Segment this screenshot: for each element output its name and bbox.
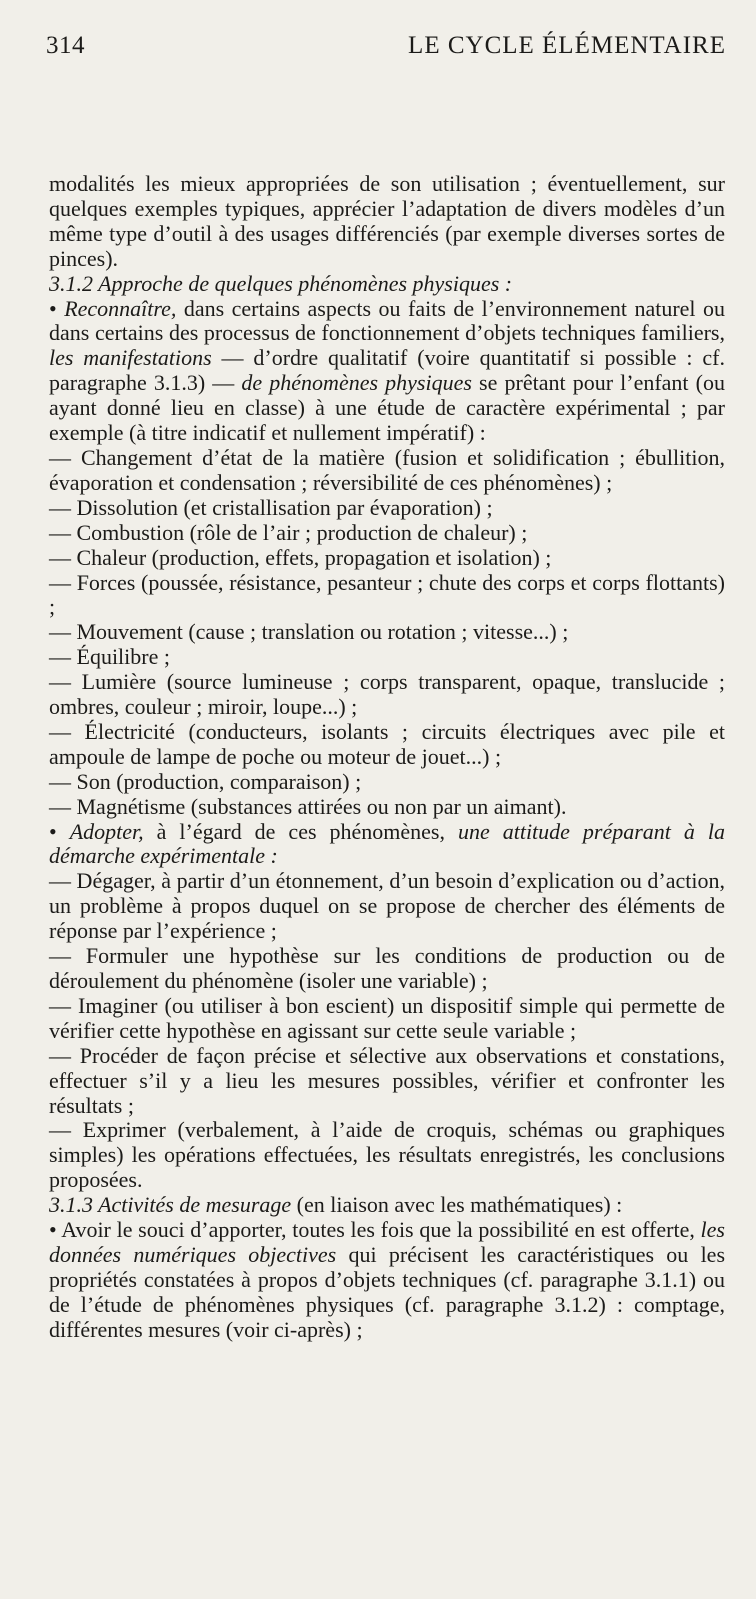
paragraph	[49, 670, 725, 720]
paragraph	[49, 1218, 725, 1343]
text-run: dans certains aspects ou faits de l’environnement naturel ou dans certains des processus de fonctionnement d’objets techniques familiers,	[49, 295, 726, 346]
text-run: — Mouvement (cause ; translation ou rotation ; vitesse...) ;	[49, 619, 569, 645]
italic-run: 3.1.2 Approche de quelques phénomènes physiques :	[49, 270, 513, 296]
text-run: — Combustion (rôle de l’air ; production de chaleur) ;	[49, 519, 528, 545]
text-run: (en liaison avec les mathématiques) :	[291, 1192, 623, 1218]
text-run: — Imaginer (ou utiliser à bon escient) un dispositif simple qui permette de vérifier cette hypothèse en agissant sur cette seule variable ;	[49, 992, 725, 1043]
paragraph	[49, 820, 725, 870]
text-run: se prêtant pour l’enfant (ou ayant donné lieu en classe) à une étude de caractère expérimental ; par exemple (à titre indicatif et nullement impératif) :	[49, 370, 725, 446]
paragraph	[49, 521, 725, 546]
paragraph	[49, 297, 725, 446]
text-run: — Forces (poussée, résistance, pesanteur ; chute des corps et corps flottants) ;	[49, 569, 725, 620]
body-text	[49, 172, 725, 1343]
italic-run: les données numériques objectives	[49, 1217, 725, 1267]
paragraph	[49, 172, 725, 272]
paragraph	[49, 620, 725, 645]
italic-run: Reconnaître,	[64, 295, 177, 321]
italic-run: Adopter,	[69, 818, 144, 844]
running-header	[46, 32, 726, 72]
paragraph	[49, 272, 725, 297]
paragraph	[49, 546, 725, 571]
italic-run: une attitude préparant à la démarche expérimentale :	[49, 818, 726, 869]
paragraph	[49, 645, 725, 670]
text-run: qui précisent les caractéristiques ou les propriétés constatées à propos d’objets techniques (cf. paragraphe 3.1.1) ou de l’étude de phénomènes physiques (cf. paragraphe 3.1.2) : comptage, différentes mesures (voir ci-après) ;	[49, 1241, 726, 1342]
text-run: — Formuler une hypothèse sur les conditions de production ou de déroulement du phénomène (isoler une variable) ;	[49, 943, 725, 993]
page-number: 314	[46, 32, 85, 59]
text-run: — Procéder de façon précise et sélective aux observations et constations, effectuer s’il y a lieu les mesures possibles, vérifier et confronter les résultats ;	[49, 1042, 725, 1118]
text-run: •	[49, 295, 65, 321]
italic-run: 3.1.3 Activités de mesurage	[49, 1192, 292, 1218]
text-run: — Électricité (conducteurs, isolants ; circuits électriques avec pile et ampoule de lampe de poche ou moteur de jouet...) ;	[49, 718, 725, 769]
paragraph	[49, 1118, 725, 1193]
text-run: •	[49, 818, 70, 844]
text-run: — Équilibre ;	[49, 644, 170, 670]
paragraph	[49, 496, 725, 521]
text-run: modalités les mieux appropriées de son utilisation ; éventuellement, sur quelques exemples typiques, apprécier l’adaptation de divers modèles d’un même type d’outil à des usages différenciés (par exemple diverses sortes de pinces).	[49, 171, 725, 271]
paragraph	[49, 1193, 725, 1218]
paragraph	[49, 1044, 725, 1119]
text-run: — Dégager, à partir d’un étonnement, d’un besoin d’explication ou d’action, un problème à propos duquel on se propose de chercher des éléments de réponse par l’expérience ;	[49, 868, 725, 944]
text-run: — Dissolution (et cristallisation par évaporation) ;	[49, 494, 493, 520]
paragraph	[49, 795, 725, 820]
paragraph	[49, 770, 725, 795]
paragraph	[49, 446, 725, 496]
running-title: LE CYCLE ÉLÉMENTAIRE	[408, 32, 726, 59]
italic-run: de phénomènes physiques	[241, 370, 472, 396]
text-run: — Changement d’état de la matière (fusion et solidification ; ébullition, évaporation et condensation ; réversibilité de ces phénomènes) ;	[49, 444, 725, 495]
paragraph	[49, 944, 725, 994]
italic-run: les manifestations	[49, 345, 212, 371]
text-run: — d’ordre qualitatif (voire quantitatif si possible : cf. paragraphe 3.1.3) —	[49, 345, 725, 396]
text-run: — Lumière (source lumineuse ; corps transparent, opaque, translucide ; ombres, couleur ; miroir, loupe...) ;	[49, 669, 725, 720]
text-run: à l’égard de ces phénomènes,	[143, 818, 458, 844]
text-run: • Avoir le souci d’apporter, toutes les fois que la possibilité en est offerte,	[49, 1217, 701, 1243]
paragraph	[49, 720, 725, 770]
text-run: — Magnétisme (substances attirées ou non par un aimant).	[49, 793, 567, 819]
paragraph	[49, 869, 725, 944]
text-run: — Chaleur (production, effets, propagation et isolation) ;	[49, 544, 552, 570]
paragraph	[49, 571, 725, 621]
text-run: — Son (production, comparaison) ;	[49, 768, 362, 794]
text-run: — Exprimer (verbalement, à l’aide de croquis, schémas ou graphiques simples) les opérations effectuées, les résultats enregistrés, les conclusions proposées.	[49, 1117, 725, 1193]
paragraph	[49, 994, 725, 1044]
